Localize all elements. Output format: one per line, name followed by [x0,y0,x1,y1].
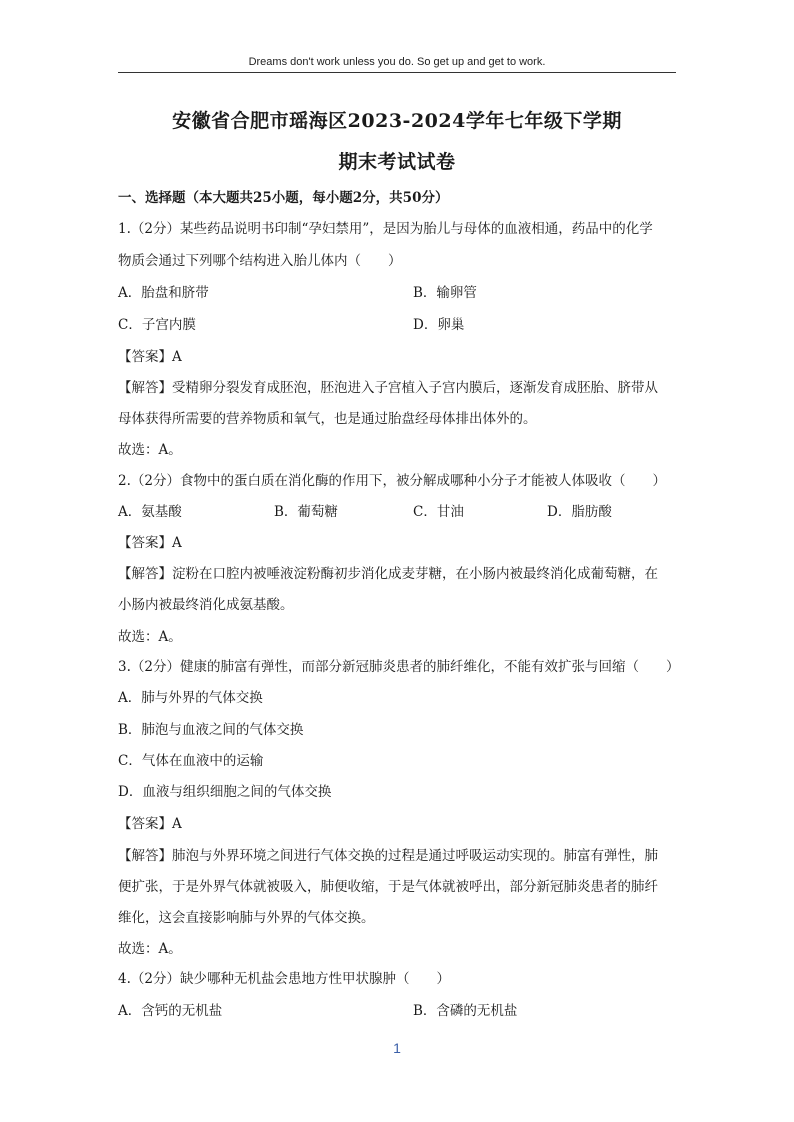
question-3-analysis-line1: 【解答】肺泡与外界环境之间进行气体交换的过程是通过呼吸运动实现的。肺富有弹性，肺 [118,848,658,864]
question-1-option-d: D．卵巢 [413,317,465,333]
page-header-motto: Dreams don't work unless you do. So get up and get to work. [248,56,546,68]
page-number: 1 [393,1040,401,1056]
question-2-option-c: C．甘油 [413,504,464,520]
question-1-option-b: B．输卵管 [413,285,477,301]
question-3-option-d: D．血液与组织细胞之间的气体交换 [118,784,332,800]
exam-title-line1: 安徽省合肥市瑶海区2023-2024学年七年级下学期 [172,110,622,132]
question-2-answer: 【答案】A [118,535,182,551]
question-3-answer: 【答案】A [118,816,182,832]
question-2-analysis-line1: 【解答】淀粉在口腔内被唾液淀粉酶初步消化成麦芽糖，在小肠内被最终消化成葡萄糖，在 [118,566,658,582]
question-1-stem-line2: 物质会通过下列哪个结构进入胎儿体内（ ） [118,253,402,269]
question-3-option-a: A．肺与外界的气体交换 [118,690,263,706]
question-1-option-c: C．子宫内膜 [118,317,196,333]
question-1-option-a: A．胎盘和脐带 [118,285,209,301]
question-1-conclusion: 故选：A。 [118,442,182,458]
question-2-option-d: D．脂肪酸 [547,504,612,520]
question-4-option-a: A．含钙的无机盐 [118,1003,223,1019]
question-2-option-a: A．氨基酸 [118,504,182,520]
question-4-stem-line1: 4.（2分）缺少哪种无机盐会患地方性甲状腺肿（ ） [118,971,450,987]
question-2-option-b: B．葡萄糖 [274,504,338,520]
question-3-conclusion: 故选：A。 [118,941,182,957]
question-1-analysis-line1: 【解答】受精卵分裂发育成胚泡，胚泡进入子宫植入子宫内膜后，逐渐发育成胚胎、脐带从 [118,380,658,396]
question-1-stem-line1: 1.（2分）某些药品说明书印制“孕妇禁用”，是因为胎儿与母体的血液相通，药品中的化学 [118,221,653,237]
question-3-option-c: C．气体在血液中的运输 [118,753,264,769]
question-1-answer: 【答案】A [118,349,182,365]
question-3-option-b: B．肺泡与血液之间的气体交换 [118,722,304,738]
question-3-stem-line1: 3.（2分）健康的肺富有弹性，而部分新冠肺炎患者的肺纤维化，不能有效扩张与回缩（ ） [118,659,680,675]
question-2-analysis-line2: 小肠内被最终消化成氨基酸。 [118,597,294,613]
exam-title-line2: 期末考试试卷 [338,151,456,173]
question-3-analysis-line2: 便扩张，于是外界气体就被吸入，肺便收缩，于是气体就被呼出，部分新冠肺炎患者的肺纤 [118,879,658,895]
question-2-stem-line1: 2.（2分）食物中的蛋白质在消化酶的作用下，被分解成哪种小分子才能被人体吸收（ ） [118,473,666,489]
header-rule [118,72,676,73]
question-2-conclusion: 故选：A。 [118,629,182,645]
question-4-option-b: B．含磷的无机盐 [413,1003,518,1019]
question-3-analysis-line3: 维化，这会直接影响肺与外界的气体交换。 [118,910,375,926]
question-1-analysis-line2: 母体获得所需要的营养物质和氧气，也是通过胎盘经母体排出体外的。 [118,411,537,427]
section-heading: 一、选择题（本大题共25小题，每小题2分，共50分） [118,190,449,206]
